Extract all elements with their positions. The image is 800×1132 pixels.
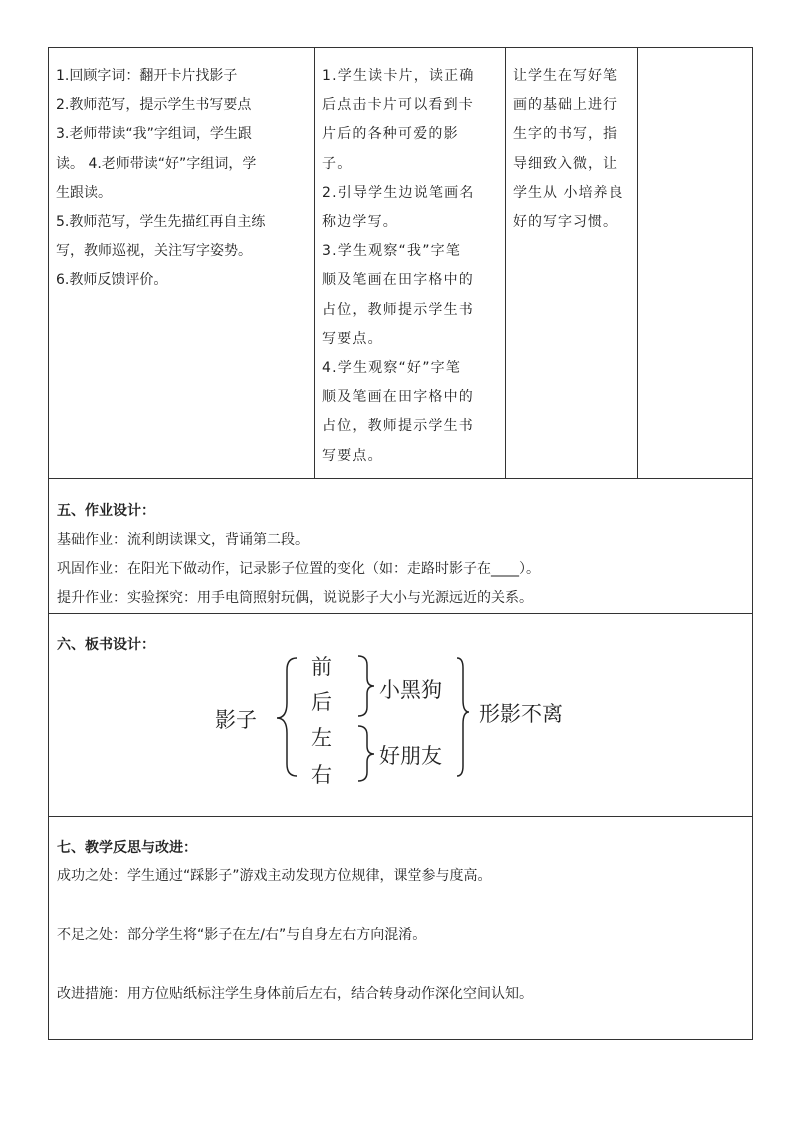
student-item: 顺及笔画在田字格中的 — [322, 389, 474, 406]
student-item: 2.引导学生边说笔画名 — [322, 184, 475, 201]
reflection-shortcoming: 不足之处：部分学生将“影子在左/右”与自身左右方向混淆。 — [57, 927, 427, 943]
board-group-1: 小黑狗 — [379, 678, 442, 702]
board-direction-front: 前 — [311, 655, 332, 679]
teacher-item: 6.教师反馈评价。 — [56, 272, 168, 289]
intent-item: 学生从 小培养良 — [513, 184, 624, 201]
student-item: 称边学写。 — [322, 214, 398, 231]
reflection-title: 七、教学反思与改进： — [57, 840, 197, 856]
student-item: 写要点。 — [322, 447, 383, 464]
teacher-item: 生跟读。 — [56, 184, 112, 201]
student-item: 3.学生观察“我”字笔 — [322, 243, 462, 260]
reflection-success: 成功之处：学生通过“踩影子”游戏主动发现方位规律，课堂参与度高。 — [57, 868, 492, 884]
student-item: 4.学生观察“好”字笔 — [322, 360, 462, 377]
intent-item: 生字的书写，指 — [513, 126, 618, 143]
board-root: 影子 — [215, 708, 257, 732]
reflection-improvement: 改进措施：用方位贴纸标注学生身体前后左右，结合转身动作深化空间认知。 — [57, 986, 533, 1002]
student-item: 写要点。 — [322, 330, 383, 347]
student-item: 后点击卡片可以看到卡 — [322, 97, 474, 114]
intent-item: 让学生在写好笔 — [513, 68, 618, 84]
homework-basic: 基础作业：流利朗读课文，背诵第二段。 — [57, 532, 309, 548]
main-brace — [277, 658, 297, 776]
student-item: 1.学生读卡片，读正确 — [322, 68, 475, 84]
intent-item: 导细致入微，让 — [513, 155, 618, 172]
teacher-item: 3.老师带读“我”字组词，学生跟 — [56, 126, 252, 143]
teacher-item: 2.教师范写，提示学生书写要点 — [56, 97, 252, 114]
board-direction-left: 左 — [311, 726, 332, 750]
teacher-item: 5.教师范写，学生先描红再自主练 — [56, 214, 266, 231]
homework-consolidate: 巩固作业：在阳光下做动作，记录影子位置的变化（如：走路时影子在____）。 — [57, 561, 540, 577]
student-item: 占位，教师提示学生书 — [322, 301, 474, 318]
student-item: 占位，教师提示学生书 — [322, 418, 474, 435]
student-item: 子。 — [322, 155, 353, 172]
board-conclusion: 形影不离 — [479, 702, 563, 726]
board-direction-right: 右 — [311, 763, 332, 787]
student-item: 片后的各种可爱的影 — [322, 126, 459, 143]
intent-item: 画的基础上进行 — [513, 97, 618, 114]
student-item: 顺及笔画在田字格中的 — [322, 272, 474, 289]
teacher-item: 写，教师巡视，关注写字姿势。 — [56, 243, 252, 260]
teacher-item: 1.回顾字词：翻开卡片找影子 — [56, 68, 238, 84]
blackboard-design — [49, 48, 752, 1039]
intent-item: 好的写字习惯。 — [513, 214, 618, 231]
lesson-plan-table — [48, 47, 753, 1040]
board-title: 六、板书设计： — [57, 637, 155, 653]
board-group-2: 好朋友 — [379, 744, 442, 768]
board-direction-back: 后 — [311, 690, 332, 714]
upper-brace — [358, 656, 374, 716]
homework-title: 五、作业设计： — [57, 503, 155, 519]
homework-advanced: 提升作业：实验探究：用手电筒照射玩偶，说说影子大小与光源远近的关系。 — [57, 590, 533, 606]
board-braces — [49, 48, 754, 1041]
teacher-item: 读。 4.老师带读“好”字组词，学 — [56, 155, 257, 172]
lower-brace — [358, 726, 374, 781]
outer-brace — [457, 658, 469, 776]
